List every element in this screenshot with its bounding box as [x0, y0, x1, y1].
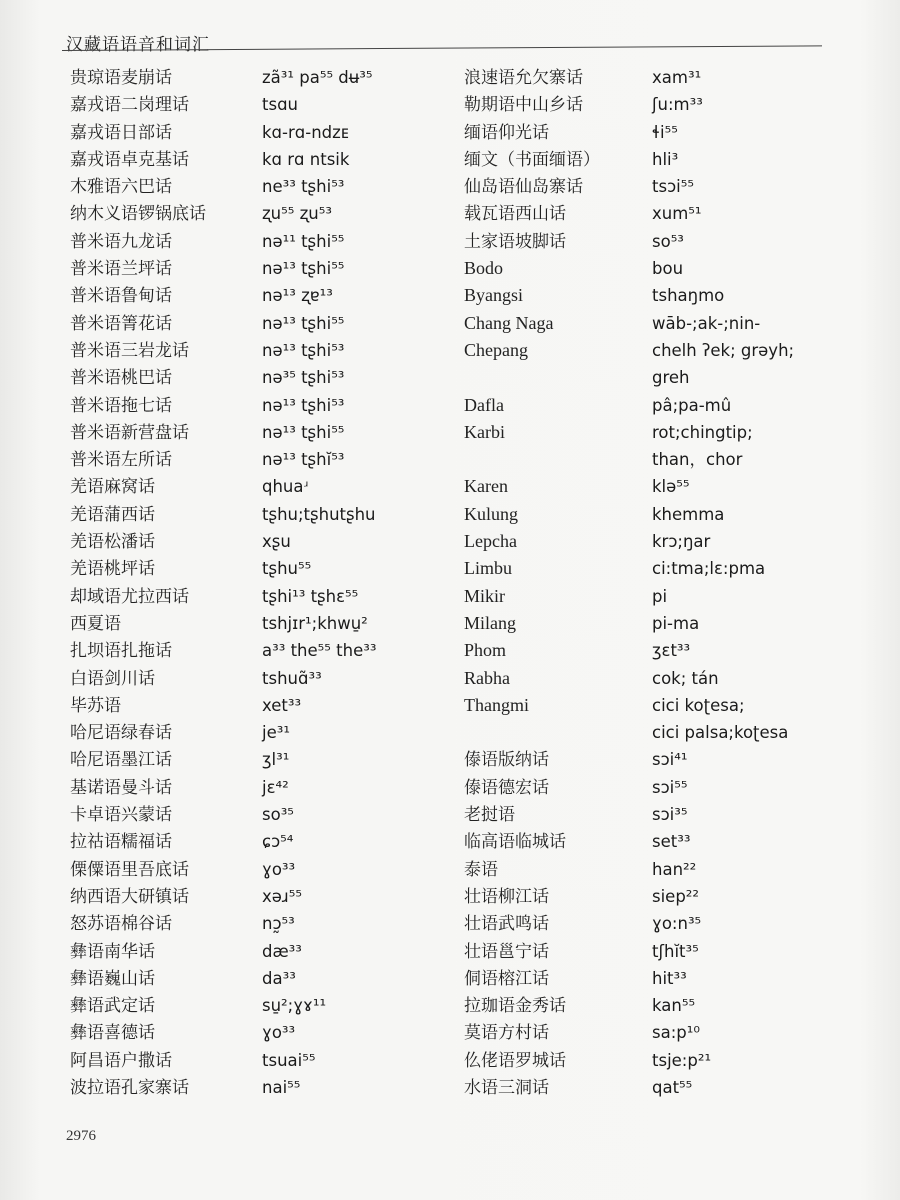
word-form: sɔi⁴¹: [652, 750, 688, 770]
entry-row: [462, 1019, 882, 1046]
entry-row: [462, 200, 882, 227]
entry-row: [462, 228, 882, 255]
entry-row: [60, 965, 455, 992]
language-name: Chepang: [464, 339, 528, 360]
entry-row: [462, 64, 882, 91]
word-form: ɣo:n³⁵: [652, 914, 702, 934]
language-name: Byangsi: [464, 285, 524, 306]
entry-row: [60, 91, 455, 118]
language-name: 仙岛语仙岛寨话: [464, 177, 583, 198]
word-form: nə¹³ tʂhi⁵⁵: [262, 422, 345, 442]
word-form: nə¹³ tʂhĭ⁵³: [262, 450, 345, 470]
language-name: Chang Naga: [464, 312, 554, 333]
language-name: 勒期语中山乡话: [464, 95, 583, 116]
left-column: [60, 64, 455, 1101]
entry-row: [462, 146, 882, 173]
language-name: 羌语麻窝话: [70, 477, 155, 498]
word-form: ʒl³¹: [262, 750, 290, 770]
entry-row: [462, 91, 882, 118]
language-name: 嘉戎语卓克基话: [70, 149, 189, 170]
word-form: so³⁵: [262, 805, 294, 825]
word-form: klə⁵⁵: [652, 477, 690, 497]
entry-row: [462, 446, 882, 473]
word-form: tshuɑ̃³³: [262, 668, 322, 688]
entry-row: [462, 665, 882, 692]
entry-row: [60, 910, 455, 937]
entry-row: [60, 310, 455, 337]
entry-row: [60, 173, 455, 200]
word-form: tsje:p²¹: [652, 1050, 712, 1070]
word-form: nə¹³ ʐɐ¹³: [262, 286, 333, 306]
entry-row: [462, 1047, 882, 1074]
word-form: nə¹³ tʂhi⁵³: [262, 340, 345, 360]
entry-row: [60, 64, 455, 91]
entry-row: [60, 1074, 455, 1101]
entry-row: [60, 828, 455, 855]
entry-row: [462, 637, 882, 664]
entry-row: [60, 610, 455, 637]
entry-row: [462, 692, 882, 719]
entry-row: [462, 1074, 882, 1101]
entry-row: [60, 692, 455, 719]
language-name: 缅语仰光话: [464, 122, 549, 143]
language-name: Rabha: [464, 667, 510, 688]
entry-row: [60, 746, 455, 773]
word-form: greh: [652, 368, 690, 388]
word-form: su̱²;ɣɤ¹¹: [262, 996, 327, 1016]
language-name: Lepcha: [464, 531, 517, 552]
word-form: xam³¹: [652, 68, 702, 87]
entry-row: [462, 938, 882, 965]
word-form: zã³¹ pa⁵⁵ dʉ³⁵: [262, 68, 373, 87]
language-name: 莫语方村话: [464, 1023, 549, 1044]
word-form: siep²²: [652, 886, 700, 906]
page-number: 2976: [66, 1128, 96, 1144]
entry-row: [60, 801, 455, 828]
word-form: pâ;pa-mû: [652, 395, 732, 415]
entry-row: [462, 364, 882, 391]
word-form: hli³: [652, 149, 679, 169]
word-form: cok; tán: [652, 668, 719, 688]
entry-row: [462, 255, 882, 282]
entry-row: [60, 392, 455, 419]
language-name: 壮语邕宁话: [464, 941, 549, 962]
language-name: 贵琼语麦崩话: [70, 68, 172, 88]
word-form: kan⁵⁵: [652, 996, 696, 1016]
language-name: 怒苏语棉谷话: [70, 914, 172, 935]
language-name: 普米语桃巴话: [70, 368, 172, 389]
language-name: 西夏语: [70, 613, 121, 634]
word-form: ɬi⁵⁵: [652, 122, 678, 142]
entry-row: [462, 419, 882, 446]
entry-row: [60, 364, 455, 391]
entry-row: [462, 282, 882, 309]
word-form: so⁵³: [652, 231, 684, 251]
entry-row: [462, 528, 882, 555]
language-name: 普米语三岩龙话: [70, 340, 189, 361]
word-form: ci:tma;lɛ:pma: [652, 559, 766, 579]
language-name: 老挝语: [464, 805, 515, 826]
language-name: 傣语德宏话: [464, 777, 549, 798]
word-form: qhuaʴ: [262, 477, 309, 497]
word-form: tsuai⁵⁵: [262, 1050, 316, 1070]
language-name: 羌语松潘话: [70, 532, 155, 553]
word-form: xʂu: [262, 532, 291, 552]
language-name: 嘉戎语二岗理话: [70, 95, 189, 116]
entry-row: [462, 583, 882, 610]
entry-row: [60, 282, 455, 309]
language-name: 毕苏语: [70, 695, 121, 716]
language-name: 木雅语六巴话: [70, 177, 172, 198]
language-name: 纳西语大研镇话: [70, 886, 189, 907]
word-form: nɔ̰⁵³: [262, 914, 295, 934]
word-form: ɣo³³: [262, 1023, 296, 1043]
language-name: Bodo: [464, 258, 504, 279]
language-name: 侗语榕江话: [464, 968, 549, 989]
language-name: Karbi: [464, 421, 505, 442]
entry-row: [462, 610, 882, 637]
word-form: ɕɔ⁵⁴: [262, 832, 294, 852]
word-form: nə¹³ tʂhi⁵⁵: [262, 259, 345, 279]
entry-row: [60, 446, 455, 473]
word-form: kɑ rɑ ntsik: [262, 149, 350, 169]
word-form: tshjɪr¹;khwu̱²: [262, 613, 368, 633]
language-name: Dafla: [464, 394, 504, 415]
entry-row: [462, 828, 882, 855]
word-form: kɑ-rɑ-ndzᴇ: [262, 122, 349, 142]
entry-row: [60, 719, 455, 746]
language-name: 哈尼语绿春话: [70, 723, 172, 744]
language-name: 扎坝语扎拖话: [70, 641, 172, 662]
language-name: 波拉语孔家寨话: [70, 1077, 189, 1098]
entry-row: [60, 856, 455, 883]
entry-row: [462, 173, 882, 200]
entry-row: [60, 419, 455, 446]
word-form: xəɹ⁵⁵: [262, 886, 302, 906]
entry-row: [60, 200, 455, 227]
word-form: cici koʈesa;: [652, 695, 745, 715]
word-form: bou: [652, 259, 684, 279]
language-name: 彝语南华话: [70, 941, 155, 962]
language-name: 哈尼语墨江话: [70, 750, 172, 771]
word-form: da³³: [262, 968, 296, 988]
entry-row: [60, 555, 455, 582]
word-form: sɔi⁵⁵: [652, 777, 688, 797]
word-form: hit³³: [652, 968, 687, 988]
language-name: 泰语: [464, 859, 498, 880]
word-form: xet³³: [262, 695, 302, 715]
word-form: tʂhu;tʂhutʂhu: [262, 504, 376, 524]
entry-row: [462, 119, 882, 146]
word-form: tʂhu⁵⁵: [262, 559, 312, 579]
entry-row: [60, 473, 455, 500]
language-name: 拉珈语金秀话: [464, 996, 566, 1017]
entry-row: [462, 965, 882, 992]
word-form: nai⁵⁵: [262, 1077, 301, 1097]
right-column: [462, 64, 882, 1101]
word-form: khemma: [652, 504, 725, 524]
language-name: 卡卓语兴蒙话: [70, 805, 172, 826]
entry-row: [462, 856, 882, 883]
language-name: Thangmi: [464, 694, 529, 715]
language-name: 普米语兰坪话: [70, 259, 172, 280]
language-name: 普米语左所话: [70, 450, 172, 471]
entry-row: [462, 746, 882, 773]
word-form: jɛ⁴²: [262, 777, 289, 797]
language-name: 载瓦语西山话: [464, 204, 566, 225]
entry-row: [60, 119, 455, 146]
language-name: Phom: [464, 640, 507, 661]
word-form: nə¹³ tʂhi⁵³: [262, 395, 345, 415]
language-name: 羌语桃坪话: [70, 559, 155, 580]
word-form: han²²: [652, 859, 697, 879]
language-name: 傈僳语里吾底话: [70, 859, 189, 880]
word-form: ɣo³³: [262, 859, 296, 879]
entry-row: [462, 801, 882, 828]
language-name: 土家语坡脚话: [464, 231, 566, 252]
running-header-title: 汉藏语语音和词汇: [66, 35, 210, 55]
language-name: 普米语鲁甸话: [70, 286, 172, 307]
word-form: nə³⁵ tʂhi⁵³: [262, 368, 345, 388]
word-form: ne³³ tʂhi⁵³: [262, 177, 345, 197]
entry-row: [462, 992, 882, 1019]
language-name: 纳木义语锣锅底话: [70, 204, 206, 225]
word-form: dæ³³: [262, 941, 302, 961]
word-form: cici palsa;koʈesa: [652, 723, 789, 743]
word-form: rot;chingtip;: [652, 422, 753, 442]
language-name: 普米语拖七话: [70, 395, 172, 416]
word-form: ʃu:m³³: [652, 95, 703, 115]
language-name: 普米语箐花话: [70, 313, 172, 334]
entry-row: [60, 774, 455, 801]
word-form: pi-ma: [652, 613, 700, 633]
word-form: ʒɛt³³: [652, 641, 691, 661]
entry-row: [60, 528, 455, 555]
word-form: wāb-;ak-;nin-: [652, 313, 761, 333]
entry-row: [462, 774, 882, 801]
word-form: a³³ the⁵⁵ the³³: [262, 641, 377, 661]
entry-row: [462, 310, 882, 337]
language-name: 彝语喜德话: [70, 1023, 155, 1044]
entry-row: [60, 1047, 455, 1074]
language-name: 临高语临城话: [464, 832, 566, 853]
word-form: nə¹¹ tʂhi⁵⁵: [262, 231, 345, 251]
entry-row: [462, 910, 882, 937]
word-form: tʃhĭt³⁵: [652, 941, 699, 961]
word-form: xum⁵¹: [652, 204, 702, 224]
language-name: 壮语柳江话: [464, 886, 549, 907]
word-form: je³¹: [262, 723, 290, 743]
language-name: 阿昌语户撒话: [70, 1050, 172, 1071]
language-name: 彝语武定话: [70, 996, 155, 1017]
entry-row: [60, 665, 455, 692]
entry-row: [60, 146, 455, 173]
word-form: tsɑu: [262, 95, 298, 115]
entry-row: [60, 637, 455, 664]
word-form: set³³: [652, 832, 691, 852]
language-name: 壮语武鸣话: [464, 914, 549, 935]
entry-row: [462, 501, 882, 528]
entry-row: [60, 992, 455, 1019]
entry-row: [60, 938, 455, 965]
word-form: sa:p¹⁰: [652, 1023, 700, 1043]
entry-row: [462, 392, 882, 419]
entry-row: [60, 337, 455, 364]
entry-row: [462, 473, 882, 500]
entry-row: [60, 1019, 455, 1046]
language-name: 水语三洞话: [464, 1077, 549, 1098]
word-form: chelh ʔek; grəyh;: [652, 340, 795, 360]
language-name: 仫佬语罗城话: [464, 1050, 566, 1071]
word-form: ʐu⁵⁵ ʐu⁵³: [262, 204, 332, 224]
language-name: 普米语九龙话: [70, 231, 172, 252]
language-name: 基诺语曼斗话: [70, 777, 172, 798]
language-name: 羌语蒲西话: [70, 504, 155, 525]
language-name: Karen: [464, 476, 508, 497]
entry-row: [462, 337, 882, 364]
language-name: Kulung: [464, 503, 518, 524]
language-name: Limbu: [464, 558, 512, 579]
entry-row: [60, 883, 455, 910]
language-name: 却域语尤拉西话: [70, 586, 189, 607]
language-name: 彝语巍山话: [70, 968, 155, 989]
language-name: 嘉戎语日部话: [70, 122, 172, 143]
language-name: 白语剑川话: [70, 668, 155, 689]
word-form: nə¹³ tʂhi⁵⁵: [262, 313, 345, 333]
entry-row: [462, 719, 882, 746]
word-form: tʂhi¹³ tʂhɛ⁵⁵: [262, 586, 359, 606]
language-name: 浪速语允欠寨话: [464, 68, 583, 88]
word-form: pi: [652, 586, 668, 606]
word-form: tsɔi⁵⁵: [652, 177, 694, 197]
entry-row: [60, 583, 455, 610]
language-name: 普米语新营盘话: [70, 422, 189, 443]
entry-row: [60, 255, 455, 282]
language-name: 缅文（书面缅语）: [464, 149, 600, 170]
language-name: Mikir: [464, 585, 506, 606]
word-form: sɔi³⁵: [652, 805, 688, 825]
word-form: than，chor: [652, 450, 743, 470]
word-form: krɔ;ŋar: [652, 532, 711, 552]
language-name: 拉祜语糯福话: [70, 832, 172, 853]
word-form: qat⁵⁵: [652, 1077, 693, 1097]
language-name: 傣语版纳话: [464, 750, 549, 771]
language-name: Milang: [464, 612, 516, 633]
entry-row: [462, 555, 882, 582]
entry-row: [462, 883, 882, 910]
word-form: tshaŋmo: [652, 286, 725, 306]
entry-row: [60, 228, 455, 255]
entry-row: [60, 501, 455, 528]
